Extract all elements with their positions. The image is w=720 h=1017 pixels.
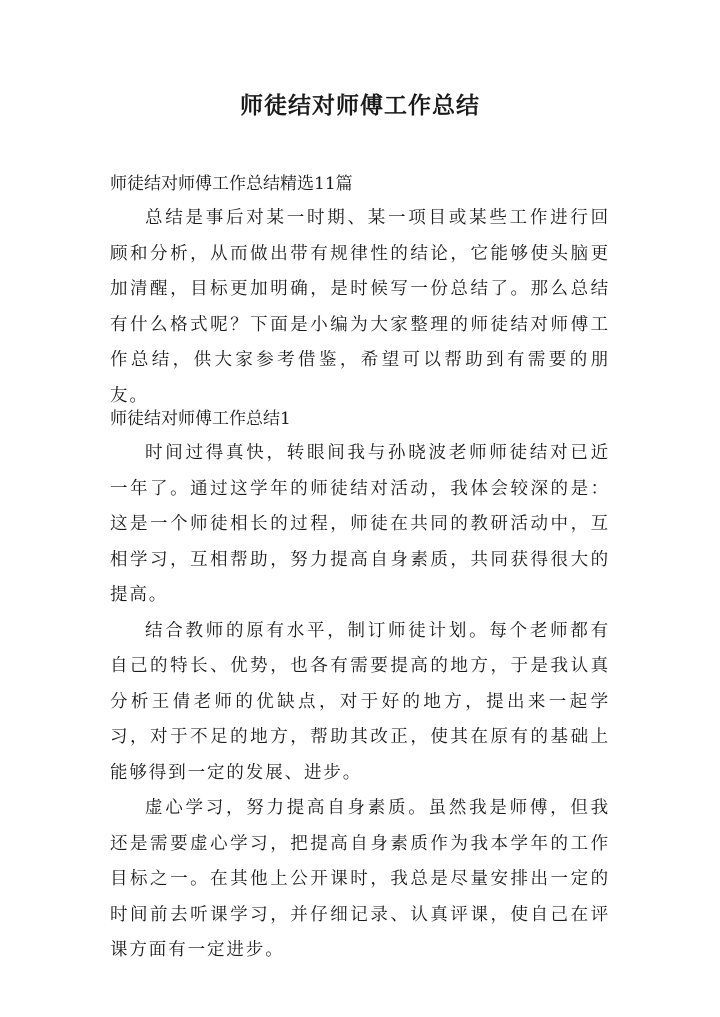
- section-heading: 师徒结对师傅工作总结精选11篇: [110, 174, 353, 194]
- section-heading: 师徒结对师傅工作总结1: [110, 409, 291, 429]
- paragraph: 时间过得真快，转眼间我与孙晓波老师师徒结对已近一年了。通过这学年的师徒结对活动，我体会较深的是：这是一个师徒相长的过程，师徒在共同的教研活动中，互相学习，互相帮助，努力提高自身素质，共同获得很大的提高。: [110, 443, 610, 605]
- paragraph: 虚心学习，努力提高自身素质。虽然我是师傅，但我还是需要虚心学习，把提高自身素质作为我本学年的工作目标之一。在其他上公开课时，我总是尽量安排出一定的时间前去听课学习，并仔细记录、认真评课，使自己在评课方面有一定进步。: [110, 798, 610, 960]
- paragraph: 结合教师的原有水平，制订师徒计划。每个老师都有自己的特长、优势，也各有需要提高的地方，于是我认真分析王倩老师的优缺点，对于好的地方，提出来一起学习，对于不足的地方，帮助其改正，使其在原有的基础上能够得到一定的发展、进步。: [110, 620, 610, 783]
- document-title: 师徒结对师傅工作总结: [240, 93, 480, 119]
- section-body: [110, 436, 610, 969]
- paragraph: 总结是事后对某一时期、某一项目或某些工作进行回顾和分析，从而做出带有规律性的结论，它能够使头脑更加清醒，目标更加明确，是时候写一份总结了。那么总结有什么格式呢？下面是小编为大家整理的师徒结对师傅工作总结，供大家参考借鉴，希望可以帮助到有需要的朋友。: [110, 208, 610, 406]
- section-body: [110, 201, 610, 414]
